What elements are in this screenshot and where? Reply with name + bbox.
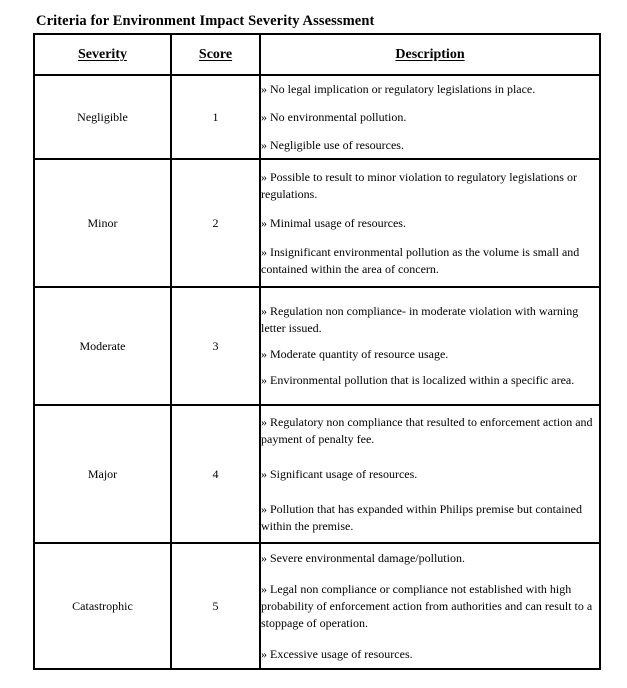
score-cell: 1 — [171, 75, 260, 159]
description-item: » Environmental pollution that is localized within a specific area. — [261, 373, 575, 387]
table-row — [34, 287, 600, 405]
description-item: » No environmental pollution. — [261, 109, 407, 124]
severity-cell: Moderate — [34, 287, 171, 405]
table-header-row — [34, 34, 600, 75]
table-row — [34, 75, 600, 159]
severity-cell: Major — [34, 405, 171, 543]
table-row — [34, 159, 600, 287]
description-item: » Regulatory non compliance that resulted to enforcement action and payment of penalty fee. — [261, 414, 593, 446]
description-item: » Legal non compliance or compliance not established with high probability of enforcement action from authorities and can result to a stoppage of operation. — [261, 581, 593, 630]
description-item: » Pollution that has expanded within Philips premise but contained within the premise. — [261, 501, 582, 533]
description-cell — [260, 159, 600, 287]
description-item: » Moderate quantity of resource usage. — [261, 347, 449, 361]
description-item: » Significant usage of resources. — [261, 466, 418, 481]
description-cell — [260, 405, 600, 543]
score-cell: 5 — [171, 543, 260, 669]
column-header-score: Score — [171, 34, 260, 75]
severity-cell: Negligible — [34, 75, 171, 159]
document-title: Criteria for Environment Impact Severity Assessment — [36, 13, 375, 29]
severity-criteria-table — [33, 33, 601, 670]
severity-cell: Catastrophic — [34, 543, 171, 669]
description-item: » Severe environmental damage/pollution. — [261, 550, 465, 565]
column-header-description: Description — [260, 34, 600, 75]
description-item: » Insignificant environmental pollution as the volume is small and contained within the area of concern. — [261, 244, 580, 276]
description-cell — [260, 287, 600, 405]
severity-cell: Minor — [34, 159, 171, 287]
score-cell: 4 — [171, 405, 260, 543]
description-item: » Negligible use of resources. — [261, 137, 404, 152]
description-item: » Regulation non compliance- in moderate violation with warning letter issued. — [261, 304, 579, 335]
description-item: » Minimal usage of resources. — [261, 215, 406, 230]
description-item: » No legal implication or regulatory legislations in place. — [261, 81, 536, 96]
table-row — [34, 543, 600, 669]
column-header-severity: Severity — [34, 34, 171, 75]
description-item: » Possible to result to minor violation to regulatory legislations or regulations. — [261, 169, 577, 201]
description-cell — [260, 75, 600, 159]
description-cell — [260, 543, 600, 669]
table-row — [34, 405, 600, 543]
score-cell: 3 — [171, 287, 260, 405]
score-cell: 2 — [171, 159, 260, 287]
description-item: » Excessive usage of resources. — [261, 646, 413, 661]
